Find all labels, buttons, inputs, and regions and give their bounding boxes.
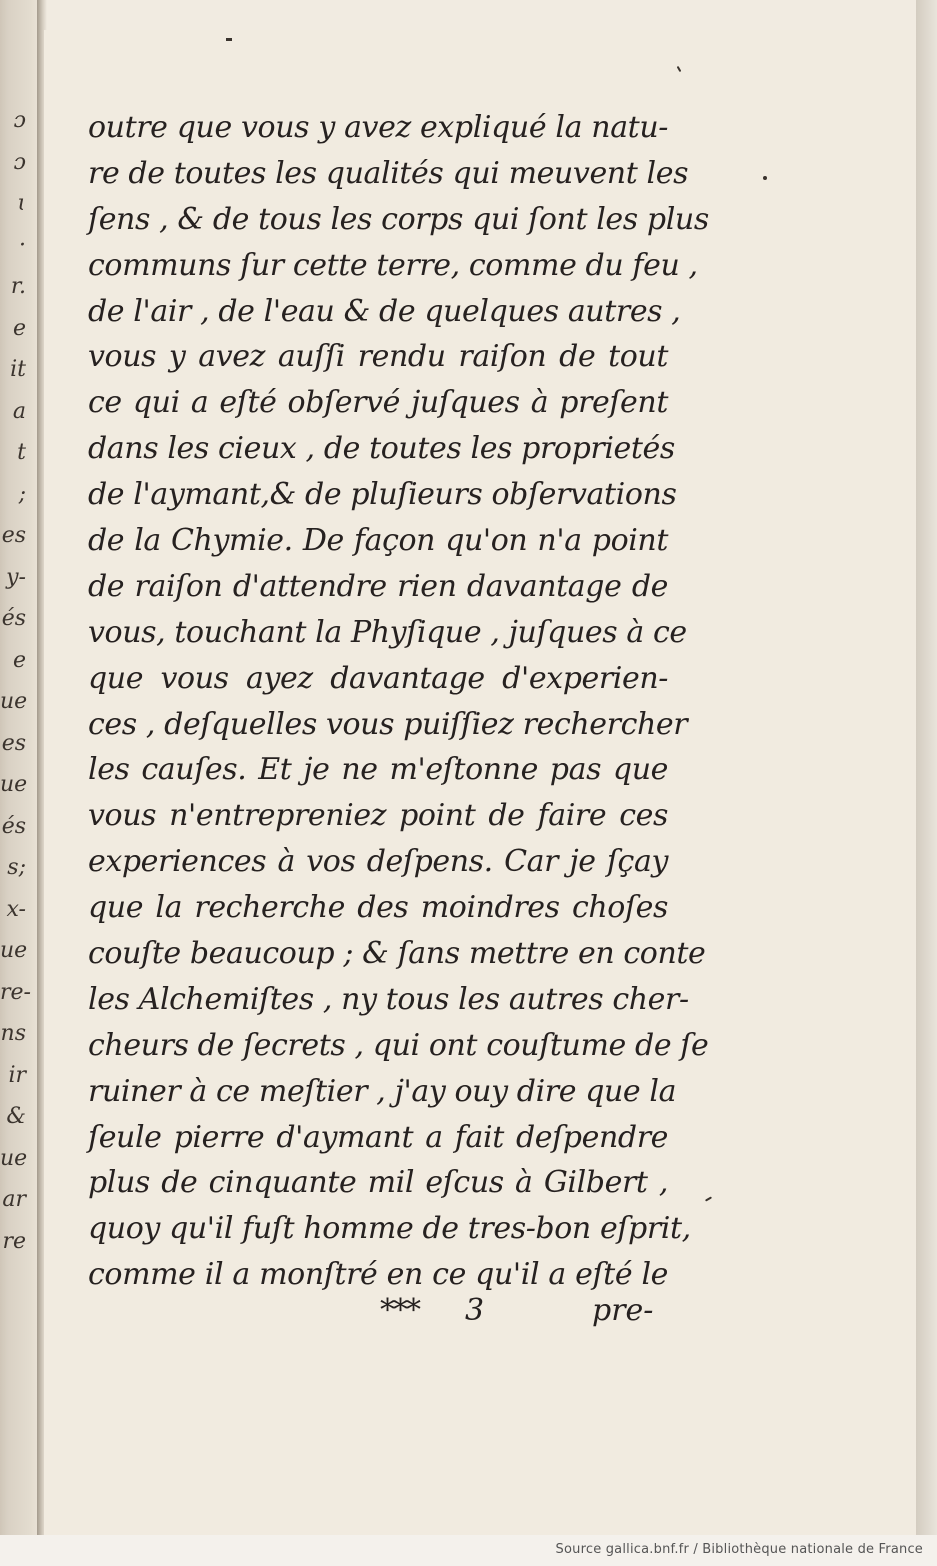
text-line: que la recherche des moindres choſes [88, 890, 668, 926]
page-edge [916, 0, 937, 1566]
facing-page-fragment: ue [0, 689, 28, 714]
signature-number: 3 [465, 1293, 485, 1328]
facing-page-fragment: ɔ [13, 108, 26, 133]
text-line: que vous ayez davantage d'experien- [88, 660, 668, 696]
facing-page-fragment: a [12, 398, 26, 424]
signature-mark: *** [380, 1293, 419, 1328]
text-line: outre que vous y avez expliqué la natu- [88, 110, 668, 145]
text-line: cheurs de ſecrets , qui ont couſtume de ſe [88, 1027, 709, 1063]
facing-page-fragment: s; [7, 855, 26, 880]
facing-page-fragment: y- [6, 564, 26, 590]
facing-page-fragment: x- [6, 896, 26, 922]
text-line: ces , deſquelles vous puiſſiez rechercher [88, 706, 688, 742]
text-line: vous, touchant la Phyſique , juſques à ce [88, 614, 687, 650]
text-line: ce qui a eſté obſervé juſques à preſent [88, 385, 668, 421]
text-line: de raiſon d'attendre rien davantage de [88, 568, 668, 604]
facing-page-fragment: re- [0, 979, 31, 1005]
facing-page-fragment: ue [0, 772, 28, 797]
facing-page-fragment: ɩ [17, 191, 26, 216]
facing-page-fragment: es [1, 730, 26, 756]
text-line: re de toutes les qualités qui meuvent les [88, 155, 689, 191]
text-line: comme il a monſtré en ce qu'il a eſté le [88, 1257, 668, 1293]
facing-page-fragment: re [2, 1228, 26, 1254]
facing-page-fragment: r. [10, 274, 26, 299]
text-line: plus de cinquante mil eſcus à Gilbert , [88, 1165, 668, 1201]
facing-page-fragment: és [1, 606, 26, 631]
text-line: ruiner à ce meſtier , j'ay ouy dire que la [88, 1073, 677, 1109]
facing-page-fragment: & [6, 1104, 26, 1129]
facing-page-fragment: ; [18, 481, 26, 507]
text-line: de l'aymant,& de pluſieurs obſervations [88, 477, 677, 513]
text-line: couſte beaucoup ; & ſans mettre en conte [88, 936, 706, 972]
facing-page-fragment: ue [0, 938, 28, 963]
text-line: experiences à vos deſpens. Car je ſçay [88, 844, 668, 880]
page-text [88, 105, 709, 1298]
facing-page-fragment: ue [0, 1145, 28, 1171]
text-line: communs ſur cette terre, comme du feu , [88, 247, 698, 283]
text-line: quoy qu'il fuſt homme de tres-bon eſprit, [88, 1211, 691, 1247]
text-line: les cauſes. Et je ne m'eſtonne pas que [88, 752, 668, 788]
facing-page-fragment: e [12, 647, 26, 673]
text-line: de l'air , de l'eau & de quelques autres , [88, 293, 681, 329]
facing-page-fragment: · [19, 232, 26, 258]
facing-page-fragment: t [17, 440, 26, 465]
facing-page-fragment: it [10, 357, 26, 382]
facing-page-fragment: ɔ [13, 149, 26, 175]
ink-speck [763, 176, 767, 180]
text-line: ſens , & de tous les corps qui ſont les plus [88, 201, 709, 237]
facing-page-fragment: ar [2, 1187, 26, 1212]
text-line: vous n'entrepreniez point de faire ces [88, 798, 668, 834]
text-line: les Alchemiſtes , ny tous les autres cher- [88, 981, 689, 1017]
text-line: ſeule pierre d'aymant a fait deſpendre [88, 1119, 668, 1155]
signature-line [380, 1293, 670, 1337]
facing-page-fragments [0, 100, 31, 1262]
text-line: de la Chymie. De façon qu'on n'a point [88, 523, 668, 559]
facing-page-fragment: ir [8, 1062, 26, 1088]
facing-page-fragment: es [1, 523, 26, 548]
facing-page-fragment: e [12, 315, 26, 341]
ink-mark [226, 38, 232, 41]
catchword: pre- [592, 1293, 654, 1328]
source-credit: Source gallica.bnf.fr / Bibliothèque nationale de France [555, 1542, 923, 1557]
text-line: dans les cieux , de toutes les proprietés [88, 431, 675, 467]
text-line: vous y avez auſſi rendu raiſon de tout [88, 339, 668, 375]
facing-page-fragment: ns [0, 1021, 26, 1046]
facing-page-fragment: és [1, 813, 26, 839]
